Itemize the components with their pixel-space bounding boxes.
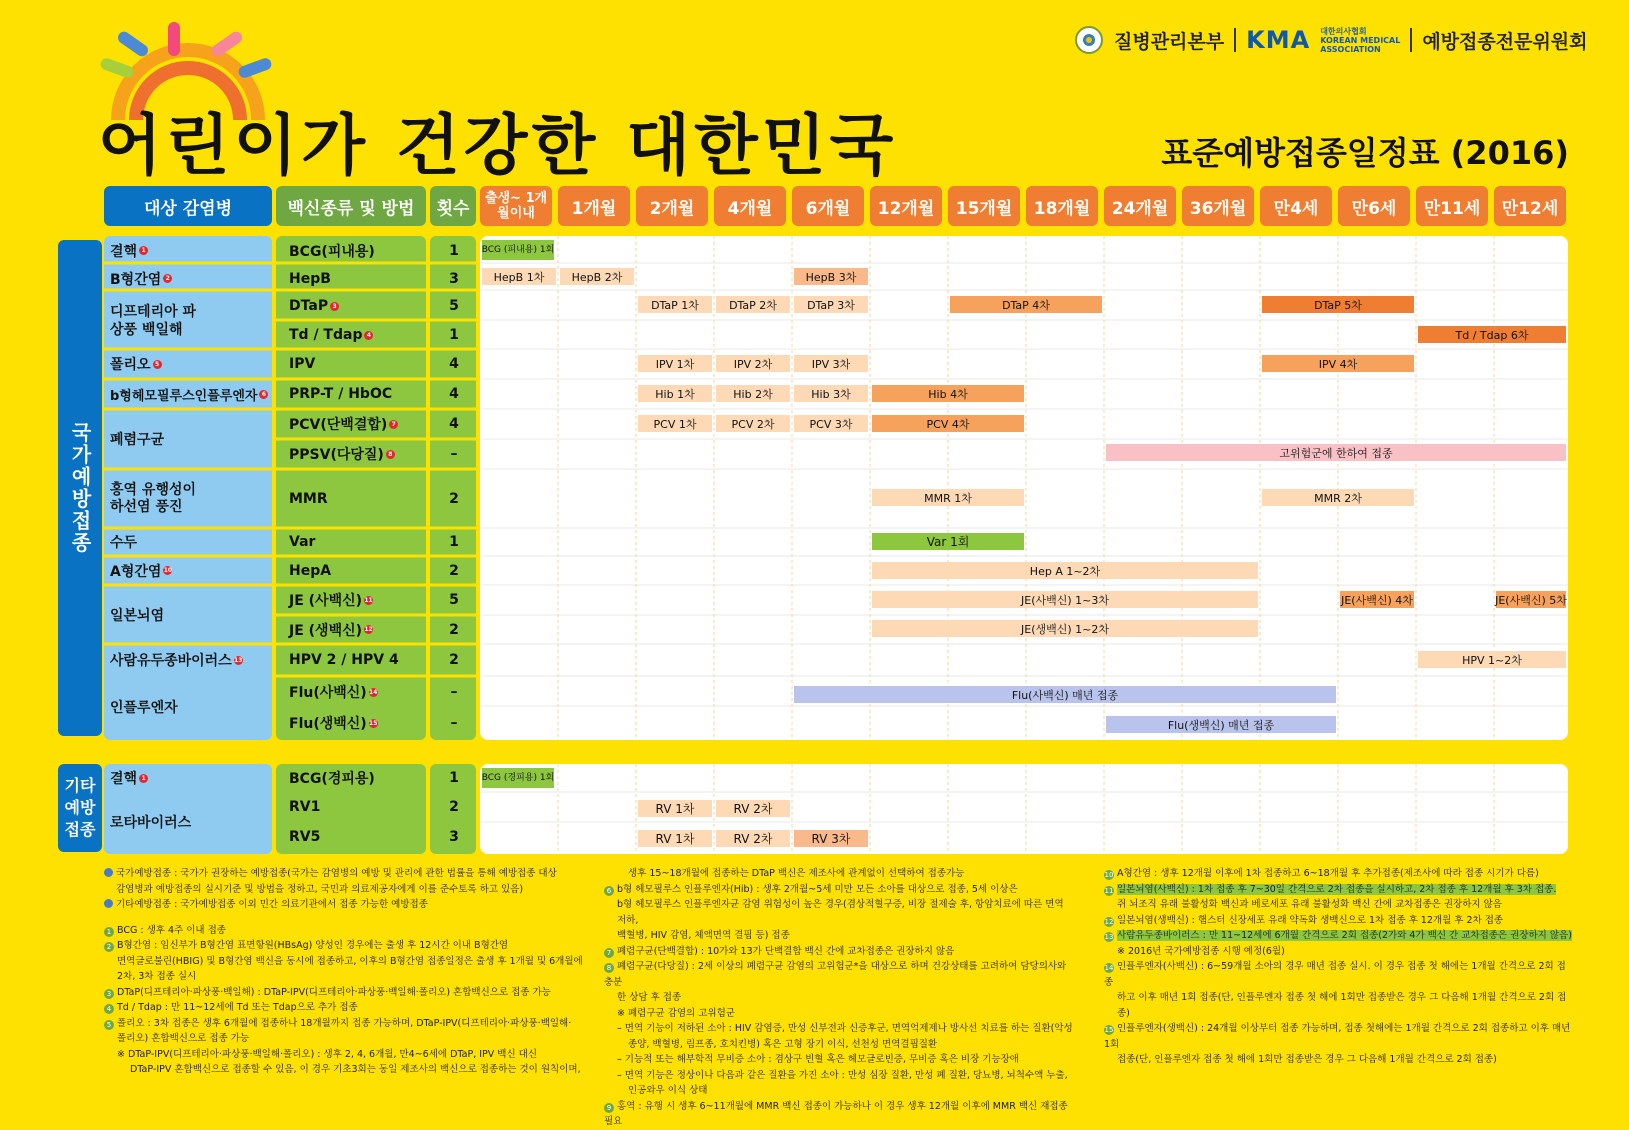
note-line: 백혈병, HIV 감염, 체액면역 결핍 등) 접종 — [617, 930, 790, 941]
kma-sub-2: KOREAN MEDICAL — [1320, 35, 1401, 45]
note-line — [104, 897, 594, 913]
header-age-1m: 1개월 — [558, 186, 630, 226]
note-line: 생후 15~18개월에 접종하는 DTaP 백신은 제조사에 관계없이 선택하여 접종가능 — [628, 868, 965, 879]
schedule-bar: PCV 3차 — [794, 415, 868, 432]
count-ipv: 4 — [449, 356, 459, 372]
disease-label: 로타바이러스 — [110, 815, 192, 831]
number-badge-icon: 6 — [604, 886, 614, 896]
divider — [1234, 28, 1236, 52]
note-line — [1104, 866, 1574, 882]
note-marker: 8 — [386, 450, 395, 459]
disease-label: 일본뇌염 — [110, 607, 165, 624]
bullet-icon — [104, 868, 113, 877]
vaccine-hepb: HepB — [289, 270, 331, 287]
schedule-bar: Hib 4차 — [872, 385, 1024, 402]
number-badge-icon: 8 — [604, 963, 614, 973]
vaccine-rv5: RV5 — [289, 829, 321, 845]
disease-hepb — [110, 265, 270, 292]
schedule-bar: JE(사백신) 4차 — [1340, 591, 1414, 608]
vaccine-label: PCV(단백결합) — [289, 417, 388, 433]
vaccine-label: PPSV(다당질) — [289, 447, 384, 463]
count-hpv: 2 — [449, 652, 459, 668]
note-line — [1104, 959, 1574, 990]
note-line: ※ DTaP-IPV(디프테리아·파상풍·백일해·폴리오) : 생후 2, 4, 6개월, 만4~6세에 DTaP, IPV 백신 대신 — [117, 1048, 538, 1060]
schedule-bar: JE(생백신) 1~2차 — [872, 620, 1258, 637]
count-rv1: 2 — [449, 799, 459, 815]
kdca-name: 질병관리본부 — [1114, 30, 1225, 53]
header-vaccine: 백신종류 및 방법 — [276, 186, 426, 226]
header-age-15m: 15개월 — [948, 186, 1020, 226]
vaccine-rv1: RV1 — [289, 799, 321, 815]
count-var: 1 — [449, 534, 459, 550]
disease-label: 수두 — [110, 535, 138, 551]
bullet-icon — [104, 899, 113, 908]
schedule-bar: PCV 1차 — [638, 415, 712, 432]
count-je-live: 2 — [449, 621, 459, 638]
note-marker: 14 — [369, 688, 378, 696]
note-line: 한 상담 후 접종 — [617, 992, 682, 1003]
vaccine-pcv — [285, 410, 424, 438]
schedule-bar: IPV 3차 — [794, 355, 868, 372]
schedule-bar: IPV 4차 — [1262, 355, 1414, 372]
note-line: – 면역 기능은 정상이나 다음과 같은 질환을 가진 소아 : 만성 심장 질환, 만성 폐 질환, 당뇨병, 뇌척수액 누출, — [617, 1069, 1068, 1081]
vaccine-label: DTaP — [289, 298, 329, 314]
schedule-bar: RV 2차 — [716, 830, 790, 847]
vaccine-flu-killed — [285, 676, 424, 708]
schedule-bar: JE(사백신) 5차 — [1496, 591, 1566, 608]
vaccine-ipv: IPV — [289, 356, 316, 372]
number-badge-icon: 4 — [104, 1004, 114, 1014]
header-age-6y: 만6세 — [1338, 186, 1410, 226]
count-bcg-pc: 1 — [449, 770, 459, 786]
vaccine-mmr: MMR — [289, 491, 328, 507]
disease-hib — [110, 380, 270, 408]
vaccine-prp: PRP-T / HbOC — [289, 386, 393, 402]
note-line — [604, 1099, 1074, 1130]
count-prp: 4 — [449, 386, 459, 402]
note-line — [604, 882, 1074, 898]
schedule-bar: PCV 2차 — [716, 415, 790, 432]
schedule-bar: RV 1차 — [638, 830, 712, 847]
disease-hepa — [110, 556, 270, 585]
main-title: 어린이가 건강한 대한민국 — [98, 107, 898, 184]
note-line — [104, 866, 594, 882]
group-other — [58, 764, 102, 852]
kdca-logo-icon — [1074, 25, 1104, 55]
schedule-bar: Hib 1차 — [638, 385, 712, 402]
number-badge-icon: 1 — [104, 927, 114, 937]
note-line: DTaP-IPV 혼합백신으로 접종할 수 있음, 이 경우 기초3회는 동일 제조사의 백신으로 접종하는 것이 원칙이며, — [130, 1064, 581, 1075]
vaccine-dtap — [285, 292, 424, 320]
vaccine-label: Flu(생백신) — [289, 716, 367, 732]
group-national — [58, 240, 102, 736]
notes-column-1 — [104, 866, 594, 1078]
note-marker: 4 — [364, 331, 373, 340]
count-bcg-id: 1 — [449, 242, 459, 259]
note-text: 인플루엔자(사백신) : 6~59개월 소아의 경우 매년 접종 실시. 이 경우 접종 첫 해에는 1개월 간격으로 2회 접종 — [1104, 961, 1566, 988]
header-age-36m: 36개월 — [1182, 186, 1254, 226]
schedule-bar: Td / Tdap 6차 — [1418, 326, 1566, 343]
note-marker: 3 — [330, 302, 339, 311]
number-badge-icon: 13 — [1104, 933, 1114, 941]
disease-label: 폐렴구균 — [110, 432, 165, 448]
note-line: 접종(단, 인플루엔자 접종 첫 해에 1회만 접종받은 경우 그 다음해 1개월 간격으로 2회 접종) — [1117, 1054, 1497, 1065]
header-disease: 대상 감염병 — [104, 186, 272, 226]
header-age-11y: 만11세 — [1416, 186, 1488, 226]
note-text: DTaP(디프테리아·파상풍·백일해) : DTaP-IPV(디프테리아·파상풍·백일해·폴리오) 혼합백신으로 접종 가능 — [117, 986, 551, 998]
number-badge-icon: 7 — [604, 948, 614, 958]
note-line — [104, 1000, 594, 1016]
vaccine-td — [285, 320, 424, 350]
note-line — [104, 923, 594, 939]
note-text: 일본뇌염(사백신) : 1차 접종 후 7~30일 간격으로 2차 접종을 실시하고, 2차 접종 후 12개월 후 3차 접종. — [1117, 883, 1557, 895]
vaccine-var: Var — [289, 534, 316, 550]
schedule-bar: Flu(사백신) 매년 접종 — [794, 686, 1336, 703]
kma-subtitle — [1320, 27, 1400, 54]
disease-influenza — [110, 676, 270, 738]
vaccine-ppsv — [285, 440, 424, 468]
note-text: Td / Tdap : 만 11~12세에 Td 또는 Tdap으로 추가 접종 — [117, 1002, 358, 1013]
schedule-bar: Flu(생백신) 매년 접종 — [1106, 716, 1336, 733]
header-age-12y: 만12세 — [1494, 186, 1566, 226]
schedule-bar: DTaP 4차 — [950, 296, 1102, 313]
note-line — [1104, 913, 1574, 929]
count-mmr: 2 — [449, 491, 459, 507]
disease-label: 결핵 — [110, 243, 138, 260]
note-line: 쥐 뇌조직 유래 불활성화 백신과 베로세포 유래 불활성화 백신 간에 교차접종은 권장하지 않음 — [1117, 899, 1502, 910]
disease-dtp — [110, 292, 200, 350]
note-line — [1104, 1021, 1574, 1052]
kma-sub-3: ASSOCIATION — [1320, 44, 1381, 54]
header-age-2m: 2개월 — [636, 186, 708, 226]
group-national-label: 국가예방접종 — [68, 422, 92, 554]
note-text: 기타예방접종 : 국가예방접종 이외 민간 의료기관에서 접종 가능한 예방접종 — [116, 899, 428, 910]
disease-label: 홍역 유행성이하선염 풍진 — [110, 482, 197, 515]
group-other-label: 기타예방접종 — [64, 776, 96, 839]
schedule-bar: MMR 2차 — [1262, 489, 1414, 506]
schedule-bar: 고위험군에 한하여 접종 — [1106, 444, 1566, 461]
note-text: 국가예방접종 : 국가가 권장하는 예방접종(국가는 감염병의 예방 및 관리에 관한 법률을 통해 예방접종 대상 — [116, 868, 557, 879]
notes-column-3 — [1104, 866, 1574, 1068]
disease-tb-other — [110, 764, 270, 792]
vaccine-hepa: HepA — [289, 562, 332, 579]
disease-label: b형헤모필루스인플루엔자 — [110, 388, 258, 404]
note-line: 인공와우 이식 상태 — [628, 1085, 708, 1096]
vaccine-label: Flu(사백신) — [289, 685, 367, 701]
note-line — [1104, 928, 1574, 944]
vaccine-je-live — [285, 615, 424, 644]
schedule-bar: Hib 2차 — [716, 385, 790, 402]
disease-label: 디프테리아 파상풍 백일해 — [110, 304, 197, 338]
schedule-title: 표준예방접종일정표 (2016) — [1161, 134, 1569, 172]
schedule-bar: HepB 1차 — [482, 268, 556, 285]
vaccine-je-killed — [285, 585, 424, 615]
count-rv5: 3 — [449, 829, 459, 845]
schedule-bar: DTaP 1차 — [638, 296, 712, 313]
note-line: – 기능적 또는 해부학적 무비증 소아 : 겸상구 빈혈 혹은 헤모글로빈증, 무비증 혹은 비장 기능장애 — [617, 1054, 1019, 1065]
header-age-24m: 24개월 — [1104, 186, 1176, 226]
disease-label: A형간염 — [110, 563, 162, 580]
disease-hpv — [110, 644, 270, 676]
schedule-bar-bcg: BCG (피내용) 1회 — [482, 240, 554, 260]
note-line — [604, 959, 1074, 990]
note-marker: 11 — [364, 596, 373, 604]
count-hepb: 3 — [449, 270, 459, 287]
note-line — [604, 944, 1074, 960]
disease-rotavirus — [110, 792, 270, 852]
header-age-6m: 6개월 — [792, 186, 864, 226]
number-badge-icon: 15 — [1104, 1026, 1114, 1034]
count-je-killed: 5 — [449, 592, 459, 608]
header-age-birth: 출생~ 1개월이내 — [480, 186, 552, 226]
note-line: 감염병과 예방접종의 실시기준 및 방법을 정하고, 국민과 의료제공자에게 이를 준수토록 하고 있음) — [116, 883, 524, 895]
count-flu-live: – — [450, 715, 458, 731]
schedule-bar: DTaP 3차 — [794, 296, 868, 313]
kma-sub-1: 대한의사협회 — [1320, 26, 1367, 36]
disease-polio — [110, 350, 270, 378]
note-line: b형 헤모필루스 인플루엔자균 감염 위험성이 높은 경우(겸상적혈구증, 비장 절제술 후, 항암치료에 따른 면역 저하, — [617, 899, 1064, 926]
count-ppsv: – — [450, 446, 458, 462]
note-line — [104, 1016, 594, 1032]
header-age-12m: 12개월 — [870, 186, 942, 226]
number-badge-icon: 11 — [1104, 886, 1114, 895]
note-text: 폐렴구균(단백결합) : 10가와 13가 단백결합 백신 간에 교차접종은 권장하지 않음 — [617, 945, 955, 957]
schedule-bar: Hep A 1~2차 — [872, 562, 1258, 579]
schedule-bar: HPV 1~2차 — [1418, 651, 1566, 668]
disease-mmr — [110, 470, 200, 528]
note-line: 종양, 백혈병, 림프종, 호치킨병) 혹은 고형 장기 이식, 선천성 면역결핍질환 — [628, 1038, 938, 1050]
divider — [1410, 28, 1412, 52]
kma-logo: KMA — [1246, 26, 1311, 54]
header-age-18m: 18개월 — [1026, 186, 1098, 226]
number-badge-icon: 3 — [104, 989, 114, 999]
note-text: 홍역 : 유행 시 생후 6~11개월에 MMR 백신 접종이 가능하나 이 경우 생후 12개월 이후에 MMR 백신 재접종 필요 — [604, 1100, 1068, 1127]
note-line: – 면역 기능이 저하된 소아 : HIV 감염증, 만성 신부전과 신증후군, 면역억제제나 방사선 치료를 하는 질환(악성 — [617, 1023, 1073, 1034]
header-count: 횟수 — [430, 186, 476, 226]
schedule-bar: RV 2차 — [716, 800, 790, 817]
vaccine-label: JE (생백신) — [289, 622, 363, 639]
schedule-bar: RV 1차 — [638, 800, 712, 817]
note-marker: 7 — [389, 420, 398, 429]
disease-tb — [110, 238, 270, 263]
number-badge-icon: 10 — [1104, 871, 1114, 879]
count-dtap: 5 — [449, 298, 459, 314]
note-line: 면역글로불린(HBIG) 및 B형간염 백신을 동시에 접종하고, 이후의 B형간염 접종일정은 출생 후 1개월 및 6개월에 — [117, 955, 583, 967]
schedule-bar: MMR 1차 — [872, 489, 1024, 506]
notes-column-2 — [604, 866, 1074, 1130]
disease-je — [110, 585, 270, 644]
schedule-bar: IPV 1차 — [638, 355, 712, 372]
schedule-bar: DTaP 2차 — [716, 296, 790, 313]
number-badge-icon: 9 — [604, 1103, 614, 1113]
disease-label: B형간염 — [110, 271, 162, 288]
count-flu-killed: – — [450, 684, 458, 700]
count-pcv: 4 — [449, 416, 459, 432]
schedule-bar: DTaP 5차 — [1262, 296, 1414, 313]
schedule-bar: HepB 3차 — [794, 268, 868, 285]
vaccine-bcg-pc: BCG(경피용) — [289, 771, 375, 787]
vaccine-label: Td / Tdap — [289, 327, 363, 343]
note-line — [104, 985, 594, 1001]
number-badge-icon: 14 — [1104, 964, 1114, 972]
note-text: 폴리오 : 3차 접종은 생후 6개월에 접종하나 18개월까지 접종 가능하며, DTaP-IPV(디프테리아·파상풍·백일해· — [117, 1017, 572, 1029]
committee-name: 예방접종전문위원회 — [1422, 30, 1588, 53]
header-age-4m: 4개월 — [714, 186, 786, 226]
logo-row — [1074, 22, 1588, 58]
note-line — [1104, 882, 1574, 898]
note-line: 하고 이후 매년 1회 접종(단, 인플루엔자 접종 첫 해에 1회만 접종받은 경우 그 다음해 1개월 간격으로 2회 접종) — [1117, 992, 1567, 1019]
count-hepa: 2 — [449, 562, 459, 579]
note-marker: 6 — [259, 390, 268, 399]
schedule-bar: PCV 4차 — [872, 415, 1024, 432]
disease-label: 결핵 — [110, 771, 138, 787]
note-text: b형 헤모필루스 인플루엔자(Hib) : 생후 2개월~5세 미만 모든 소아를 대상으로 접종, 5세 이상은 — [617, 883, 1018, 895]
number-badge-icon: 2 — [104, 942, 114, 952]
note-text: 인플루엔자(생백신) : 24개월 이상부터 접종 가능하며, 접종 첫해에는 1개월 간격으로 2회 접종하고 이후 매년 1회 — [1104, 1023, 1571, 1050]
vaccine-flu-live — [285, 708, 424, 738]
note-marker: 5 — [153, 360, 162, 369]
disease-pneumococcal — [110, 410, 270, 468]
disease-label: 폴리오 — [110, 357, 151, 373]
note-text: 사람유두종바이러스 : 만 11~12세에 6개월 간격으로 2회 접종(2가와 4가 백신 간 교차접종은 권장하지 않음) — [1117, 930, 1572, 941]
header-age-4y: 만4세 — [1260, 186, 1332, 226]
note-line: 폴리오) 혼합백신으로 접종 가능 — [117, 1033, 250, 1044]
schedule-bar: RV 3차 — [794, 830, 868, 847]
number-badge-icon: 5 — [104, 1020, 114, 1030]
disease-varicella — [110, 528, 270, 556]
schedule-bar: Var 1회 — [872, 533, 1024, 550]
schedule-bar-bcg-other: BCG (경피용) 1회 — [482, 768, 554, 788]
note-marker: 2 — [163, 274, 172, 283]
note-marker: 12 — [364, 626, 373, 633]
disease-label: 사람유두종바이러스 — [110, 653, 232, 669]
note-text: 폐렴구균(다당질) : 2세 이상의 폐렴구균 감염의 고위험군*을 대상으로 하며 건강상태를 고려하여 담당의사와 충분 — [604, 961, 1067, 988]
vaccine-label: JE (사백신) — [289, 593, 363, 609]
number-badge-icon: 12 — [1104, 917, 1114, 926]
note-marker: 1 — [139, 774, 148, 783]
schedule-bar: IPV 2차 — [716, 355, 790, 372]
schedule-bar: Hib 3차 — [794, 385, 868, 402]
note-line: 2차, 3차 접종 실시 — [117, 971, 197, 982]
note-marker: 10 — [163, 567, 173, 574]
note-text: A형간염 : 생후 12개월 이후에 1차 접종하고 6~18개월 후 추가접종(제조사에 따라 접종 시기가 다름) — [1117, 868, 1539, 879]
disease-label: 인플루엔자 — [110, 700, 178, 716]
note-text: BCG : 생후 4주 이내 접종 — [117, 924, 226, 936]
count-td: 1 — [449, 327, 459, 343]
note-line: ※ 2016년 국가예방접종 시행 예정(6월) — [1117, 945, 1285, 957]
note-text: 일본뇌염(생백신) : 햄스터 신장세포 유래 약독화 생백신으로 1차 접종 후 12개월 후 2차 접종 — [1117, 914, 1504, 926]
schedule-bar: JE(사백신) 1~3차 — [872, 591, 1258, 608]
note-line — [104, 938, 594, 954]
note-line: ※ 폐렴구균 감염의 고위험군 — [617, 1007, 735, 1019]
vaccine-hpv: HPV 2 / HPV 4 — [289, 652, 399, 668]
schedule-bar: HepB 2차 — [560, 268, 634, 285]
note-marker: 15 — [369, 719, 378, 727]
vaccine-bcg-id: BCG(피내용) — [289, 243, 375, 260]
note-marker: 13 — [234, 656, 243, 664]
note-marker: 1 — [139, 246, 148, 255]
note-text: B형간염 : 임신부가 B형간염 표면항원(HBsAg) 양성인 경우에는 출생 후 12시간 이내 B형간염 — [117, 940, 509, 951]
